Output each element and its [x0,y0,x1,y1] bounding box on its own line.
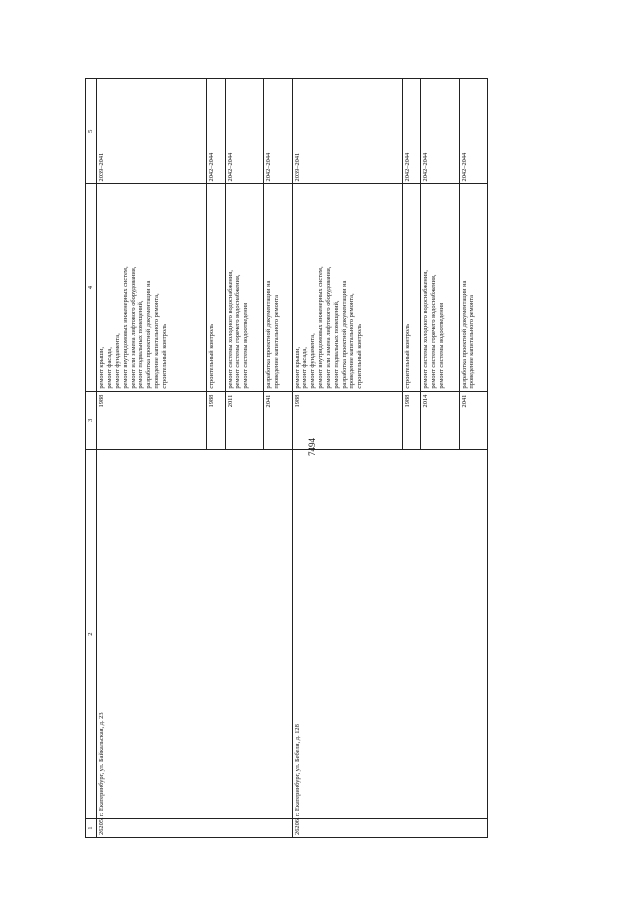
row-period: 2042–2044 [420,79,459,185]
row-works [420,184,459,391]
work-line: ремонт внутридомовых инженерных систем, [121,266,129,389]
row-year: 1988 [292,391,402,449]
table-row [292,79,402,838]
entry-number: 26206. [292,819,487,838]
row-period: 2042–2044 [264,79,292,185]
row-works [292,184,402,391]
work-line: строительный контроль [160,323,168,389]
work-line: разработка проектной документации на [340,280,348,389]
row-year: 1988 [97,391,207,449]
row-works [207,184,225,391]
work-line: проведение капитального ремонта, [153,293,161,389]
row-period: 2042–2044 [207,79,225,185]
row-works [97,184,207,391]
entry-address: г. Екатеринбург, ул. Байкальская, д. 23 [97,450,292,819]
row-period: 2039–2041 [97,79,207,185]
work-line: проведение капитального ремонта [468,295,476,389]
row-period: 2042–2044 [402,79,420,185]
row-year: 1988 [207,391,225,449]
work-line: ремонт фасада, [106,347,114,389]
work-line: ремонт внутридомовых инженерных систем, [317,266,325,389]
work-line: ремонт системы холодного водоснабжения, [226,270,234,389]
work-line: ремонт или замена лифтового оборудования, [129,266,137,389]
work-line: ремонт системы водоотведения [242,302,250,389]
work-line: ремонт системы холодного водоснабжения, [421,270,429,389]
row-works [264,184,292,391]
row-year: 2041 [264,391,292,449]
work-line: ремонт фундамента, [309,333,317,389]
row-works [402,184,420,391]
work-line: проведение капитального ремонта, [348,293,356,389]
work-line: ремонт фасада, [301,347,309,389]
header-cell-2: 2 [86,450,97,819]
header-row [86,79,97,838]
row-period: 2039–2041 [292,79,402,185]
page-number: 7494 [307,438,317,456]
work-line: ремонт системы горячего водоснабжения, [429,274,437,389]
header-cell-5: 5 [86,79,97,185]
table-row [97,79,207,838]
row-year: 2014 [420,391,459,449]
row-works [459,184,487,391]
row-works [225,184,264,391]
work-line: строительный контроль [403,323,411,389]
work-line: разработка проектной документации на [265,280,273,389]
work-line: строительный контроль [356,323,364,389]
work-line: проведение капитального ремонта [273,295,281,389]
header-cell-4: 4 [86,184,97,391]
work-line: ремонт системы водоотведения [437,302,445,389]
entry-address: г. Екатеринбург, ул. Бебеля, д. 128 [292,450,487,819]
row-year: 1988 [402,391,420,449]
work-line: разработка проектной документации на [145,280,153,389]
work-line: ремонт подвальных помещений, [332,300,340,389]
work-line: ремонт крыши, [98,347,106,389]
work-line: ремонт подвальных помещений, [137,300,145,389]
row-period: 2042–2044 [459,79,487,185]
header-cell-1: 1 [86,819,97,838]
work-line: ремонт фундамента, [113,333,121,389]
work-line: ремонт крыши, [293,347,301,389]
rotated-table-container [85,78,488,838]
row-year: 2041 [459,391,487,449]
capital-repair-table [85,78,488,838]
header-cell-3: 3 [86,391,97,449]
entry-number: 26205. [97,819,292,838]
row-year: 2011 [225,391,264,449]
work-line: строительный контроль [208,323,216,389]
work-line: разработка проектной документации на [460,280,468,389]
table-body [86,79,488,838]
row-period: 2042–2044 [225,79,264,185]
work-line: ремонт или замена лифтового оборудования, [324,266,332,389]
work-line: ремонт системы горячего водоснабжения, [234,274,242,389]
